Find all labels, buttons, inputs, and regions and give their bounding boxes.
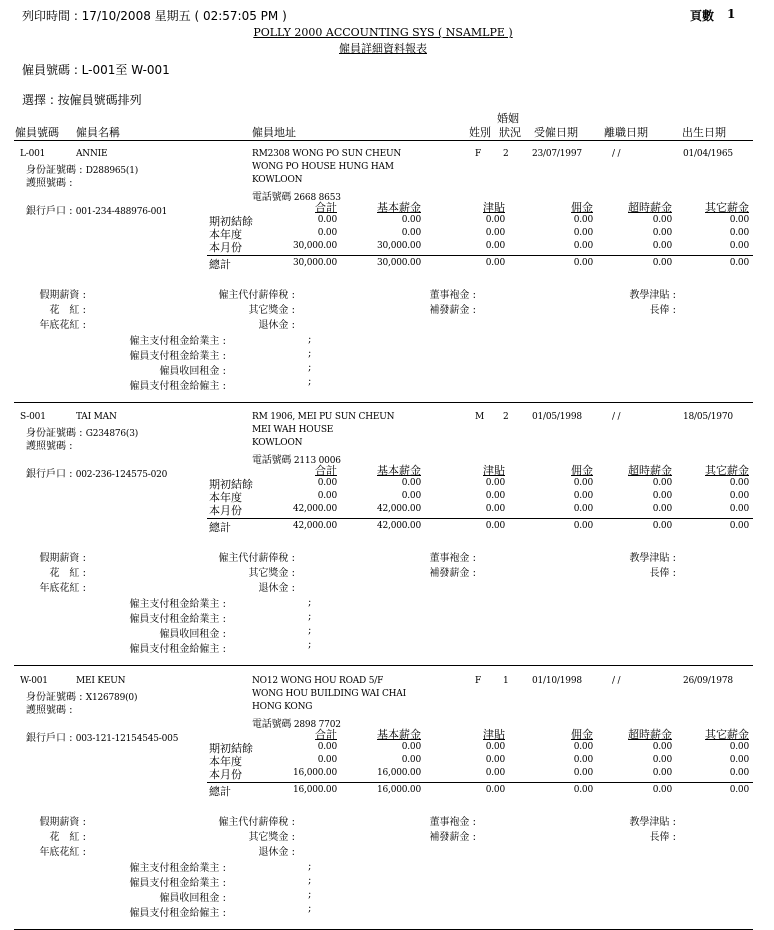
- salary-cell-total: 42,000.00: [292, 504, 337, 514]
- salary-header-basic: 基本薪金: [377, 464, 421, 477]
- report-title: 僱員詳細資料報表: [339, 42, 427, 55]
- salary-header-commission: 佣金: [571, 201, 593, 214]
- salary-cell-total: 30,000.00: [292, 258, 337, 268]
- address-line-3: HONG KONG: [252, 702, 313, 712]
- bank-label: 銀行戶口 :: [26, 206, 73, 217]
- salary-cell-total: 0.00: [317, 755, 337, 765]
- salary-cell-basic: 0.00: [401, 478, 421, 488]
- rent-separator: ;: [308, 861, 312, 872]
- id-label: 身份証號碼 :: [26, 165, 83, 176]
- salary-cell-other: 0.00: [729, 228, 749, 238]
- salary-cell-commission: 0.00: [573, 742, 593, 752]
- sex-value: F: [475, 149, 482, 159]
- salary-cell-total: 0.00: [317, 215, 337, 225]
- salary-cell-overtime: 0.00: [652, 491, 672, 501]
- year-end-bonus-label: 年底花紅 :: [39, 320, 86, 331]
- address-line-1: NO12 WONG HOU ROAD 5/F: [252, 676, 384, 686]
- salary-cell-commission: 0.00: [573, 491, 593, 501]
- salary-cell-other: 0.00: [729, 785, 749, 795]
- holiday-pay-label: 假期薪資 :: [39, 553, 86, 564]
- print-time: 列印時間 : 17/10/2008 星期五 ( 02:57:05 PM ): [22, 9, 287, 23]
- salary-cell-basic: 30,000.00: [376, 241, 421, 251]
- salary-total-rule: [207, 518, 753, 519]
- long-service-label: 長俸 :: [649, 305, 676, 316]
- hire-date-value: 23/07/1997: [532, 149, 582, 159]
- retirement-label: 退休金 :: [258, 320, 295, 331]
- salary-cell-basic: 42,000.00: [376, 504, 421, 514]
- salary-header-overtime: 超時薪金: [628, 201, 672, 214]
- rent-separator: ;: [308, 875, 312, 886]
- leave-date-value: / /: [612, 412, 621, 422]
- teaching-allowance-label: 教學津貼 :: [629, 290, 676, 301]
- address-line-1: RM2308 WONG PO SUN CHEUN: [252, 149, 402, 159]
- salary-header-allowance: 津貼: [483, 201, 505, 214]
- long-service-label: 長俸 :: [649, 832, 676, 843]
- salary-cell-basic: 0.00: [401, 755, 421, 765]
- salary-cell-allowance: 0.00: [485, 504, 505, 514]
- bank-account: 003-121-12154545-005: [75, 734, 179, 744]
- rent-employer-to-landlord-label: 僱主支付租金給業主 :: [129, 599, 226, 610]
- passport-label: 護照號碼 :: [26, 178, 73, 189]
- salary-cell-commission: 0.00: [573, 241, 593, 251]
- bonus-label: 花 紅 :: [49, 305, 86, 316]
- address-line-2: MEI WAH HOUSE: [252, 425, 334, 435]
- salary-total-rule: [207, 255, 753, 256]
- salary-cell-commission: 0.00: [573, 755, 593, 765]
- bank-line: [26, 729, 178, 744]
- marital-value: 2: [503, 412, 509, 422]
- salary-cell-allowance: 0.00: [485, 768, 505, 778]
- salary-cell-commission: 0.00: [573, 504, 593, 514]
- salary-cell-other: 0.00: [729, 478, 749, 488]
- col-address: 僱員地址: [252, 126, 296, 139]
- employee-name: ANNIE: [76, 149, 108, 159]
- tax-paid-label: 僱主代付薪俸稅 :: [218, 817, 295, 828]
- employee-block: [0, 404, 774, 666]
- bank-account: 001-234-488976-001: [75, 207, 168, 217]
- salary-cell-commission: 0.00: [573, 785, 593, 795]
- sort-selection: 選擇 : 按僱員號碼排列: [22, 93, 142, 107]
- bank-line: [26, 465, 167, 480]
- salary-cell-commission: 0.00: [573, 768, 593, 778]
- salary-cell-overtime: 0.00: [652, 478, 672, 488]
- salary-cell-other: 0.00: [729, 768, 749, 778]
- rent-employer-to-landlord-label: 僱主支付租金給業主 :: [129, 863, 226, 874]
- salary-cell-allowance: 0.00: [485, 491, 505, 501]
- salary-cell-basic: 0.00: [401, 228, 421, 238]
- rent-separator: ;: [308, 889, 312, 900]
- employee-block: [0, 668, 774, 930]
- col-marital-top: 婚姻: [497, 112, 519, 125]
- other-award-label: 其它獎金 :: [248, 305, 295, 316]
- salary-cell-overtime: 0.00: [652, 755, 672, 765]
- bank-account: 002-236-124575-020: [75, 470, 168, 480]
- phone-label: 電話號碼: [252, 719, 292, 730]
- employee-no: W-001: [20, 676, 48, 686]
- address-line-3: KOWLOON: [252, 175, 303, 185]
- marital-value: 1: [503, 676, 509, 686]
- salary-row-label: 期初結餘: [209, 742, 253, 755]
- block-divider: [14, 665, 753, 666]
- salary-header-total: 合計: [315, 464, 337, 477]
- marital-value: 2: [503, 149, 509, 159]
- salary-cell-total: 0.00: [317, 228, 337, 238]
- rent-refund-label: 僱員收回租金 :: [159, 366, 226, 377]
- teaching-allowance-label: 教學津貼 :: [629, 817, 676, 828]
- salary-cell-overtime: 0.00: [652, 785, 672, 795]
- salary-cell-overtime: 0.00: [652, 521, 672, 531]
- salary-cell-basic: 0.00: [401, 742, 421, 752]
- salary-cell-overtime: 0.00: [652, 504, 672, 514]
- salary-row-label: 期初結餘: [209, 215, 253, 228]
- rent-refund-label: 僱員收回租金 :: [159, 629, 226, 640]
- salary-header-overtime: 超時薪金: [628, 728, 672, 741]
- phone-label: 電話號碼: [252, 455, 292, 466]
- bonus-label: 花 紅 :: [49, 832, 86, 843]
- employee-block: [0, 141, 774, 403]
- salary-cell-basic: 16,000.00: [376, 768, 421, 778]
- salary-cell-other: 0.00: [729, 258, 749, 268]
- rent-separator: ;: [308, 362, 312, 373]
- salary-cell-total: 0.00: [317, 742, 337, 752]
- sex-value: F: [475, 676, 482, 686]
- salary-cell-total: 0.00: [317, 491, 337, 501]
- retirement-label: 退休金 :: [258, 847, 295, 858]
- col-emp-name: 僱員名稱: [76, 126, 120, 139]
- salary-header-other: 其它薪金: [705, 464, 749, 477]
- rent-employee-to-employer-label: 僱員支付租金給僱主 :: [129, 381, 226, 392]
- salary-cell-overtime: 0.00: [652, 258, 672, 268]
- employee-name: TAI MAN: [76, 412, 117, 422]
- employee-name: MEI KEUN: [76, 676, 126, 686]
- employee-no: S-001: [20, 412, 46, 422]
- director-fee-label: 董事袍金 :: [429, 290, 476, 301]
- salary-row-label: 期初結餘: [209, 478, 253, 491]
- rent-separator: ;: [308, 639, 312, 650]
- salary-cell-total: 42,000.00: [292, 521, 337, 531]
- employee-no: L-001: [20, 149, 46, 159]
- salary-row-label: 本年度: [209, 755, 242, 768]
- salary-cell-total: 0.00: [317, 478, 337, 488]
- salary-cell-other: 0.00: [729, 521, 749, 531]
- salary-row-label: 本年度: [209, 491, 242, 504]
- rent-employee-to-landlord-label: 僱員支付租金給業主 :: [129, 351, 226, 362]
- salary-cell-basic: 30,000.00: [376, 258, 421, 268]
- salary-cell-allowance: 0.00: [485, 521, 505, 531]
- birth-date-value: 26/09/1978: [683, 676, 733, 686]
- salary-cell-allowance: 0.00: [485, 241, 505, 251]
- salary-row-label: 本月份: [209, 768, 242, 781]
- salary-cell-overtime: 0.00: [652, 742, 672, 752]
- teaching-allowance-label: 教學津貼 :: [629, 553, 676, 564]
- salary-row-label: 本年度: [209, 228, 242, 241]
- holiday-pay-label: 假期薪資 :: [39, 817, 86, 828]
- rent-refund-label: 僱員收回租金 :: [159, 893, 226, 904]
- salary-header-basic: 基本薪金: [377, 201, 421, 214]
- birth-date-value: 18/05/1970: [683, 412, 733, 422]
- salary-cell-other: 0.00: [729, 215, 749, 225]
- year-end-bonus-label: 年底花紅 :: [39, 847, 86, 858]
- company-name: POLLY 2000 ACCOUNTING SYS ( NSAMLPE ): [253, 26, 513, 39]
- salary-cell-other: 0.00: [729, 504, 749, 514]
- rent-separator: ;: [308, 611, 312, 622]
- director-fee-label: 董事袍金 :: [429, 553, 476, 564]
- salary-cell-other: 0.00: [729, 491, 749, 501]
- salary-cell-basic: 16,000.00: [376, 785, 421, 795]
- salary-row-label: 總計: [209, 521, 231, 534]
- col-leave-date: 離職日期: [604, 126, 648, 139]
- rent-employee-to-landlord-label: 僱員支付租金給業主 :: [129, 878, 226, 889]
- leave-date-value: / /: [612, 149, 621, 159]
- bonus-label: 花 紅 :: [49, 568, 86, 579]
- salary-cell-basic: 42,000.00: [376, 521, 421, 531]
- rent-employee-to-employer-label: 僱員支付租金給僱主 :: [129, 908, 226, 919]
- rent-employee-to-landlord-label: 僱員支付租金給業主 :: [129, 614, 226, 625]
- back-pay-label: 補發薪金 :: [429, 832, 476, 843]
- salary-cell-other: 0.00: [729, 742, 749, 752]
- salary-cell-allowance: 0.00: [485, 258, 505, 268]
- phone-label: 電話號碼: [252, 192, 292, 203]
- salary-row-label: 總計: [209, 785, 231, 798]
- salary-cell-commission: 0.00: [573, 478, 593, 488]
- birth-date-value: 01/04/1965: [683, 149, 733, 159]
- bank-label: 銀行戶口 :: [26, 733, 73, 744]
- salary-cell-commission: 0.00: [573, 228, 593, 238]
- salary-cell-allowance: 0.00: [485, 478, 505, 488]
- address-line-3: KOWLOON: [252, 438, 303, 448]
- retirement-label: 退休金 :: [258, 583, 295, 594]
- id-label: 身份証號碼 :: [26, 692, 83, 703]
- col-marital-bottom: 狀況: [499, 126, 521, 139]
- passport-label: 護照號碼 :: [26, 705, 73, 716]
- director-fee-label: 董事袍金 :: [429, 817, 476, 828]
- rent-separator: ;: [308, 903, 312, 914]
- rent-separator: ;: [308, 334, 312, 345]
- salary-cell-allowance: 0.00: [485, 785, 505, 795]
- salary-cell-commission: 0.00: [573, 521, 593, 531]
- rent-separator: ;: [308, 376, 312, 387]
- salary-header-total: 合計: [315, 728, 337, 741]
- phone-number: 2668 8653: [293, 193, 341, 203]
- salary-cell-commission: 0.00: [573, 215, 593, 225]
- tax-paid-label: 僱主代付薪俸稅 :: [218, 553, 295, 564]
- address-line-2: WONG PO HOUSE HUNG HAM: [252, 162, 394, 172]
- salary-cell-allowance: 0.00: [485, 215, 505, 225]
- salary-row-label: 本月份: [209, 241, 242, 254]
- bank-line: [26, 202, 167, 217]
- bank-label: 銀行戶口 :: [26, 469, 73, 480]
- long-service-label: 長俸 :: [649, 568, 676, 579]
- col-birth-date: 出生日期: [682, 126, 726, 139]
- salary-header-total: 合計: [315, 201, 337, 214]
- block-divider: [14, 402, 753, 403]
- col-emp-no: 僱員號碼: [15, 126, 59, 139]
- col-sex: 姓別: [469, 126, 491, 139]
- passport-label: 護照號碼 :: [26, 441, 73, 452]
- salary-cell-allowance: 0.00: [485, 755, 505, 765]
- salary-cell-allowance: 0.00: [485, 228, 505, 238]
- rent-separator: ;: [308, 625, 312, 636]
- salary-cell-total: 30,000.00: [292, 241, 337, 251]
- page-label: 頁數: [690, 9, 715, 23]
- salary-cell-commission: 0.00: [573, 258, 593, 268]
- leave-date-value: / /: [612, 676, 621, 686]
- id-number: X126789(0): [85, 693, 138, 703]
- salary-cell-total: 16,000.00: [292, 785, 337, 795]
- salary-cell-overtime: 0.00: [652, 228, 672, 238]
- salary-cell-overtime: 0.00: [652, 768, 672, 778]
- tax-paid-label: 僱主代付薪俸稅 :: [218, 290, 295, 301]
- rent-employer-to-landlord-label: 僱主支付租金給業主 :: [129, 336, 226, 347]
- year-end-bonus-label: 年底花紅 :: [39, 583, 86, 594]
- salary-cell-overtime: 0.00: [652, 241, 672, 251]
- salary-header-commission: 佣金: [571, 728, 593, 741]
- salary-cell-basic: 0.00: [401, 215, 421, 225]
- phone-number: 2898 7702: [293, 720, 341, 730]
- page-number: 1: [727, 7, 736, 21]
- other-award-label: 其它獎金 :: [248, 568, 295, 579]
- salary-row-label: 總計: [209, 258, 231, 271]
- phone-number: 2113 0006: [293, 456, 341, 466]
- salary-cell-other: 0.00: [729, 241, 749, 251]
- address-line-2: WONG HOU BUILDING WAI CHAI: [252, 689, 406, 699]
- id-number: G234876(3): [85, 429, 139, 439]
- holiday-pay-label: 假期薪資 :: [39, 290, 86, 301]
- back-pay-label: 補發薪金 :: [429, 568, 476, 579]
- address-line-1: RM 1906, MEI PU SUN CHEUN: [252, 412, 395, 422]
- hire-date-value: 01/05/1998: [532, 412, 582, 422]
- other-award-label: 其它獎金 :: [248, 832, 295, 843]
- employee-range: 僱員號碼 : L-001至 W-001: [22, 63, 170, 77]
- salary-header-allowance: 津貼: [483, 464, 505, 477]
- salary-header-other: 其它薪金: [705, 201, 749, 214]
- rent-separator: ;: [308, 597, 312, 608]
- salary-header-overtime: 超時薪金: [628, 464, 672, 477]
- salary-cell-allowance: 0.00: [485, 742, 505, 752]
- rent-separator: ;: [308, 348, 312, 359]
- salary-header-allowance: 津貼: [483, 728, 505, 741]
- salary-cell-other: 0.00: [729, 755, 749, 765]
- rent-employee-to-employer-label: 僱員支付租金給僱主 :: [129, 644, 226, 655]
- sex-value: M: [475, 412, 485, 422]
- salary-total-rule: [207, 782, 753, 783]
- salary-header-commission: 佣金: [571, 464, 593, 477]
- hire-date-value: 01/10/1998: [532, 676, 582, 686]
- salary-row-label: 本月份: [209, 504, 242, 517]
- salary-header-other: 其它薪金: [705, 728, 749, 741]
- col-hire-date: 受僱日期: [534, 126, 578, 139]
- id-label: 身份証號碼 :: [26, 428, 83, 439]
- salary-header-basic: 基本薪金: [377, 728, 421, 741]
- salary-cell-basic: 0.00: [401, 491, 421, 501]
- id-number: D288965(1): [85, 166, 139, 176]
- back-pay-label: 補發薪金 :: [429, 305, 476, 316]
- salary-cell-overtime: 0.00: [652, 215, 672, 225]
- salary-cell-total: 16,000.00: [292, 768, 337, 778]
